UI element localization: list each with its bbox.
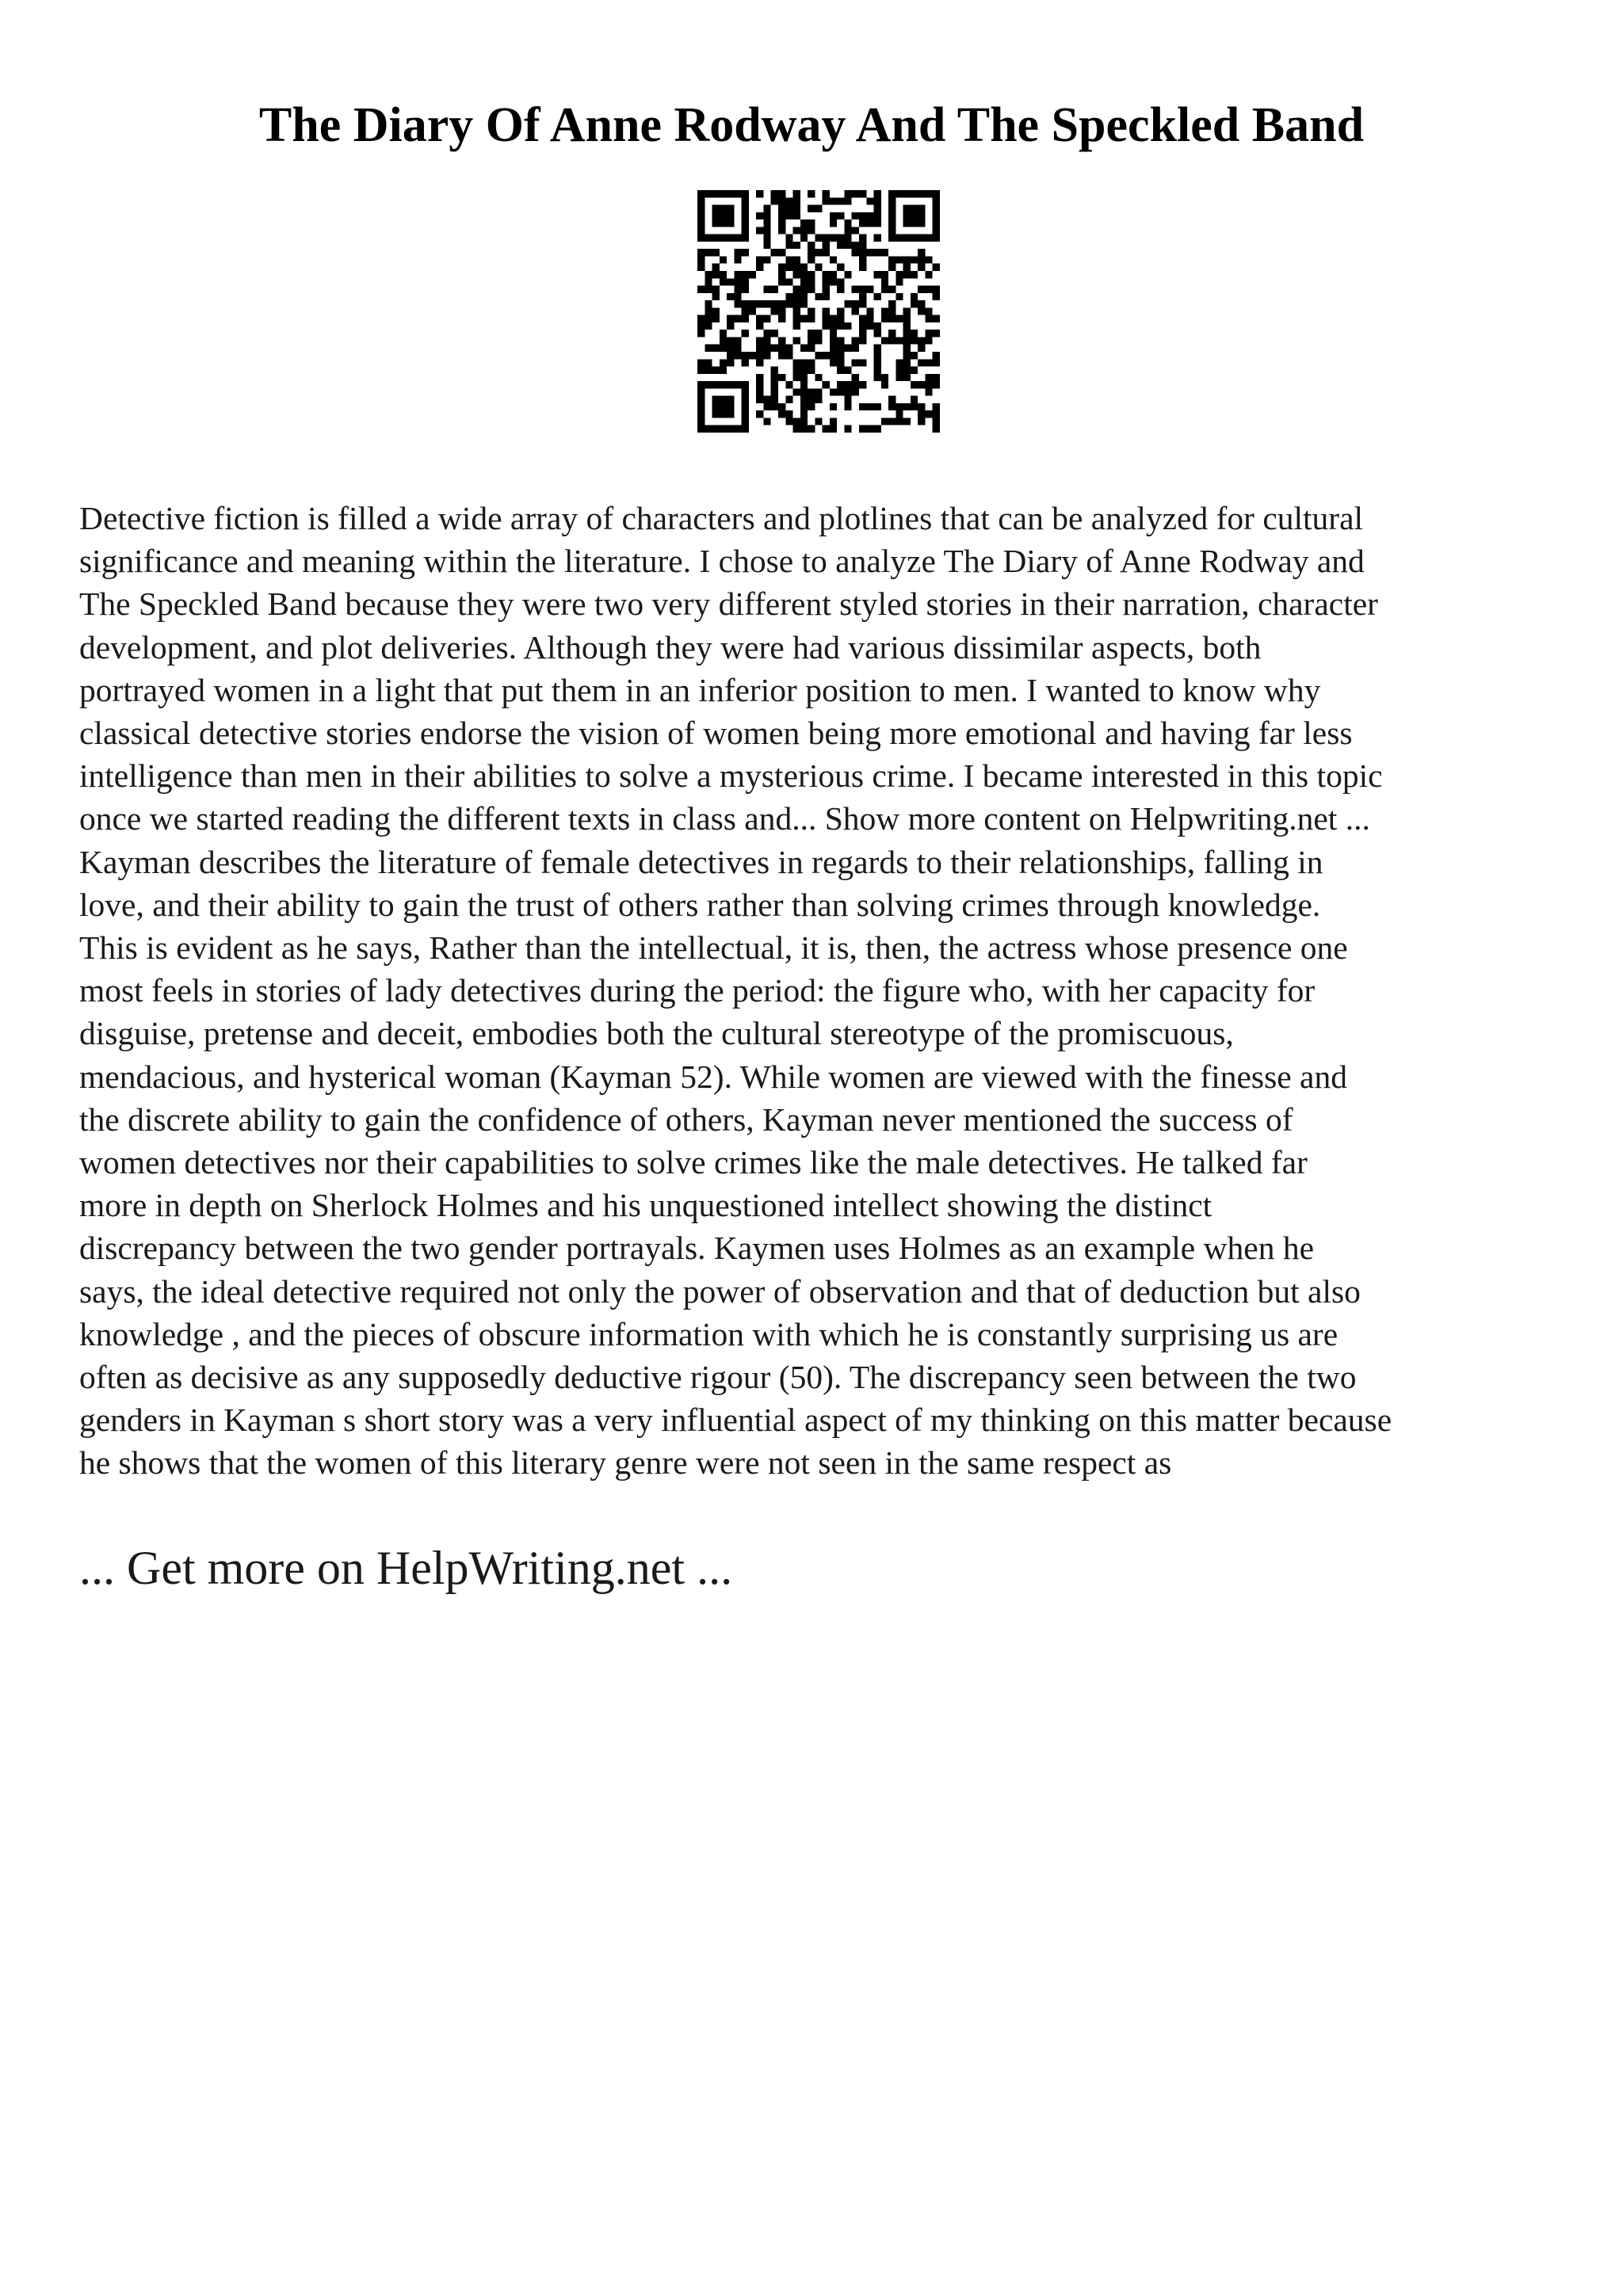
body-line: women detectives nor their capabilities to solve crimes like the male detectives. He talked far [79,1144,1308,1181]
body-line: significance and meaning within the literature. I chose to analyze The Diary of Anne Rodway and [79,543,1365,580]
body-line: This is evident as he says, Rather than the intellectual, it is, then, the actress whose presence one [79,929,1348,967]
body-line: genders in Kayman s short story was a very influential aspect of my thinking on this matter because [79,1402,1392,1439]
body-line: Kayman describes the literature of female detectives in regards to their relationships, falling in [79,843,1323,880]
body-line: more in depth on Sherlock Holmes and his unquestioned intellect showing the distinct [79,1187,1212,1224]
body-line: says, the ideal detective required not only the power of observation and that of deduction but also [79,1272,1361,1310]
document-title: The Diary Of Anne Rodway And The Speckled Band [258,98,1365,152]
body-line: portrayed women in a light that put them in an inferior position to men. I wanted to know why [79,671,1321,708]
get-more-link[interactable]: ... Get more on HelpWriting.net ... [79,1542,733,1594]
body-line: The Speckled Band because they were two very different styled stories in their narration, character [79,585,1378,623]
qr-code-icon [697,190,940,433]
body-line: love, and their ability to gain the trust of others rather than solving crimes through knowledge. [79,886,1321,923]
body-text [79,497,1561,1485]
body-line: often as decisive as any supposedly deductive rigour (50). The discrepancy seen between the two [79,1359,1357,1396]
body-line: knowledge , and the pieces of obscure information with which he is constantly surprising us are [79,1315,1338,1352]
body-line: he shows that the women of this literary genre were not seen in the same respect as [79,1444,1172,1482]
body-line: once we started reading the different texts in class and... Show more content on Helpwriting.net ... [79,800,1370,837]
body-line: Detective fiction is filled a wide array of characters and plotlines that can be analyzed for cultural [79,500,1364,536]
body-line: most feels in stories of lady detectives during the period: the figure who, with her capacity for [79,972,1316,1009]
body-line: the discrete ability to gain the confidence of others, Kayman never mentioned the success of [79,1100,1293,1138]
body-line: development, and plot deliveries. Although they were had various dissimilar aspects, both [79,628,1262,666]
body-line: mendacious, and hysterical woman (Kayman 52). While women are viewed with the finesse and [79,1058,1347,1095]
body-line: disguise, pretense and deceit, embodies both the cultural stereotype of the promiscuous, [79,1015,1234,1052]
body-line: discrepancy between the two gender portrayals. Kaymen uses Holmes as an example when he [79,1230,1315,1267]
body-line: classical detective stories endorse the vision of women being more emotional and having far less [79,715,1353,752]
body-line: intelligence than men in their abilities to solve a mysterious crime. I became interested in this topic [79,757,1383,795]
